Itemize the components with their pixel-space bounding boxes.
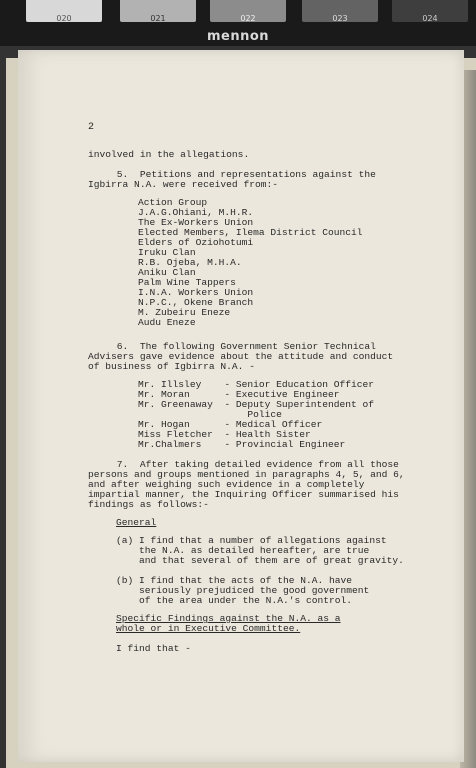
para7-line: and after weighing such evidence in a completely — [88, 479, 365, 490]
swatch-label: 021 — [150, 14, 166, 23]
petitioner-item: Audu Eneze — [138, 317, 196, 328]
finding-a-line: the N.A. as detailed hereafter, are true — [116, 545, 370, 556]
finding-b-line: seriously prejudiced the good government — [116, 585, 370, 596]
para6-line: of business of Igbirra N.A. - — [88, 361, 255, 372]
document-page — [18, 50, 464, 762]
adviser-item: Police — [138, 409, 282, 420]
finding-b-line: of the area under the N.A.'s control. — [116, 595, 353, 606]
swatch-label: 020 — [56, 14, 72, 23]
petitioner-item: Palm Wine Tappers — [138, 277, 236, 288]
adviser-item: Miss Fletcher - Health Sister — [138, 429, 311, 440]
para7-line: findings as follows:- — [88, 499, 209, 510]
petitioner-item: Action Group — [138, 197, 208, 208]
petitioner-item: N.P.C., Okene Branch — [138, 297, 254, 308]
petitioner-item: J.A.G.Ohiani, M.H.R. — [138, 207, 254, 218]
intro-line: involved in the allegations. — [88, 149, 250, 160]
para7-line: impartial manner, the Inquiring Officer summarised his — [88, 489, 399, 500]
adviser-item: Mr.Chalmers - Provincial Engineer — [138, 439, 346, 450]
adviser-item: Mr. Moran - Executive Engineer — [138, 389, 340, 400]
para6-line: 6. The following Government Senior Technical — [88, 341, 376, 352]
para5-line: Igbirra N.A. were received from:- — [88, 179, 278, 190]
section-heading-specific: whole or in Executive Committee. — [116, 623, 301, 634]
closing-line: I find that - — [116, 643, 191, 654]
petitioner-item: Elders of Oziohotumi — [138, 237, 254, 248]
petitioner-item: R.B. Ojeba, M.H.A. — [138, 257, 242, 268]
swatch-label: 023 — [332, 14, 348, 23]
para6-line: Advisers gave evidence about the attitude and conduct — [88, 351, 394, 362]
adviser-item: Mr. Greenaway - Deputy Superintendent of — [138, 399, 375, 410]
petitioner-item: M. Zubeiru Eneze — [138, 307, 231, 318]
color-calibration-strip — [0, 0, 476, 46]
para7-line: 7. After taking detailed evidence from all those — [88, 459, 399, 470]
petitioner-item: I.N.A. Workers Union — [138, 287, 254, 298]
brand-logo-text: mennon — [206, 29, 270, 44]
adviser-item: Mr. Illsley - Senior Education Officer — [138, 379, 375, 390]
para5-line: 5. Petitions and representations against the — [88, 169, 376, 180]
para7-line: persons and groups mentioned in paragraphs 4, 5, and 6, — [88, 469, 405, 480]
petitioner-item: The Ex-Workers Union — [138, 217, 254, 228]
page-number: 2 — [88, 122, 95, 133]
finding-a-line: (a) I find that a number of allegations against — [116, 535, 387, 546]
swatch-label: 024 — [422, 14, 438, 23]
petitioner-item: Elected Members, Ilema District Council — [138, 227, 363, 238]
swatch-label: 022 — [240, 14, 256, 23]
adviser-item: Mr. Hogan - Medical Officer — [138, 419, 323, 430]
section-heading-general: General — [116, 517, 157, 528]
finding-a-line: and that several of them are of great gravity. — [116, 555, 404, 566]
finding-b-line: (b) I find that the acts of the N.A. have — [116, 575, 353, 586]
petitioner-item: Aniku Clan — [138, 267, 196, 278]
petitioner-item: Iruku Clan — [138, 247, 196, 258]
section-heading-specific: Specific Findings against the N.A. as a — [116, 613, 341, 624]
